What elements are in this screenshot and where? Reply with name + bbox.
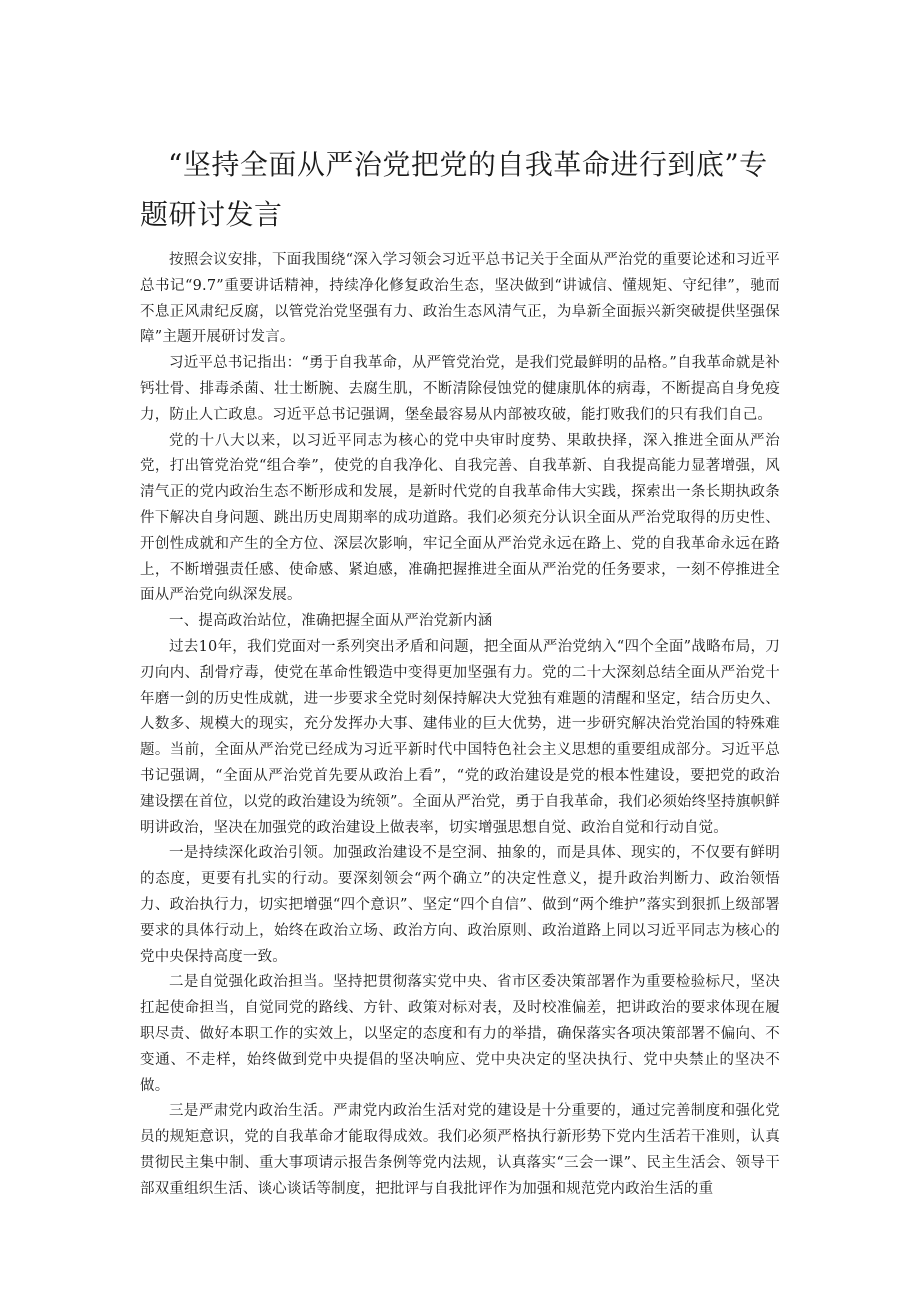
paragraph-point-3: 三是严肃党内政治生活。严肃党内政治生活对党的建设是十分重要的，通过完善制度和强化党员的规矩意识，党的自我革命才能取得成效。我们必须严格执行新形势下党内生活若干准则，认真贯彻民主集中制、重大事项请示报告条例等党内法规，认真落实“三会一课”、民主生活会、领导干部双重组织生活、谈心谈话等制度，把批评与自我批评作为加强和规范党内政治生活的重 bbox=[140, 1103, 780, 1197]
document-body bbox=[140, 248, 780, 1202]
paragraph-intro: 按照会议安排，下面我围绕“深入学习领会习近平总书记关于全面从严治党的重要论述和习近平总书记“9.7”重要讲话精神，持续净化修复政治生态，坚决做到“讲诚信、懂规矩、守纪律”，驰而不息正风肃纪反腐，以管党治党坚强有力、政治生态风清气正，为阜新全面振兴新突破提供坚强保障”主题开展研讨发言。 bbox=[140, 252, 780, 346]
paragraph-point-1: 一是持续深化政治引领。加强政治建设不是空洞、抽象的，而是具体、现实的，不仅要有鲜明的态度，更要有扎实的行动。要深刻领会“两个确立”的决定性意义，提升政治判断力、政治领悟力、政治执行力，切实把增强“四个意识”、坚定“四个自信”、做到“两个维护”落实到狠抓上级部署要求的具体行动上，始终在政治立场、政治方向、政治原则、政治道路上同以习近平同志为核心的党中央保持高度一致。 bbox=[140, 845, 780, 965]
document-title: “坚持全面从严治党把党的自我革命进行到底”专题研讨发言 bbox=[140, 148, 768, 231]
paragraph-point-2: 二是自觉强化政治担当。坚持把贯彻落实党中央、省市区委决策部署作为重要检验标尺，坚决扛起使命担当，自觉同党的路线、方针、政策对标对表，及时校准偏差，把讲政治的要求体现在履职尽责、做好本职工作的实效上，以坚定的态度和有力的举措，确保落实各项决策部署不偏向、不变通、不走样，始终做到党中央提倡的坚决响应、党中央决定的坚决执行、党中央禁止的坚决不做。 bbox=[140, 974, 780, 1094]
paragraph-past-decade: 过去10年，我们党面对一系列突出矛盾和问题，把全面从严治党纳入“四个全面”战略布局，刀刃向内、刮骨疗毒，使党在革命性锻造中变得更加坚强有力。党的二十大深刻总结全面从严治党十年磨一剑的历史性成就，进一步要求全党时刻保持解决大党独有难题的清醒和坚定，结合历史久、人数多、规模大的现实，充分发挥办大事、建伟业的巨大优势，进一步研究解决治党治国的特殊难题。当前，全面从严治党已经成为习近平新时代中国特色社会主义思想的重要组成部分。习近平总书记强调，“全面从严治党首先要从政治上看”，“党的政治建设是党的根本性建设，要把党的政治建设摆在首位，以党的政治建设为统领”。全面从严治党，勇于自我革命，我们必须始终坚持旗帜鲜明讲政治，坚决在加强党的政治建设上做表率，切实增强思想自觉、政治自觉和行动自觉。 bbox=[140, 638, 780, 836]
paragraph-quote: 习近平总书记指出：“勇于自我革命，从严管党治党，是我们党最鲜明的品格。”自我革命就是补钙壮骨、排毒杀菌、壮士断腕、去腐生肌，不断清除侵蚀党的健康肌体的病毒，不断提高自身免疫力，防止人亡政息。习近平总书记强调，堡垒最容易从内部被攻破，能打败我们的只有我们自己。 bbox=[140, 355, 780, 423]
section-heading-1: 一、提高政治站位，准确把握全面从严治党新内涵 bbox=[169, 613, 493, 630]
paragraph-achievements: 党的十八大以来，以习近平同志为核心的党中央审时度势、果敢抉择，深入推进全面从严治党，打出管党治党“组合拳”，使党的自我净化、自我完善、自我革新、自我提高能力显著增强，风清气正的党内政治生态不断形成和发展，是新时代党的自我革命伟大实践，探索出一条长期执政条件下解决自身问题、跳出历史周期率的成功道路。我们必须充分认识全面从严治党取得的历史性、开创性成就和产生的全方位、深层次影响，牢记全面从严治党永远在路上、党的自我革命永远在路上，不断增强责任感、使命感、紧迫感，准确把握推进全面从严治党的任务要求，一刻不停推进全面从严治党向纵深发展。 bbox=[140, 432, 780, 604]
